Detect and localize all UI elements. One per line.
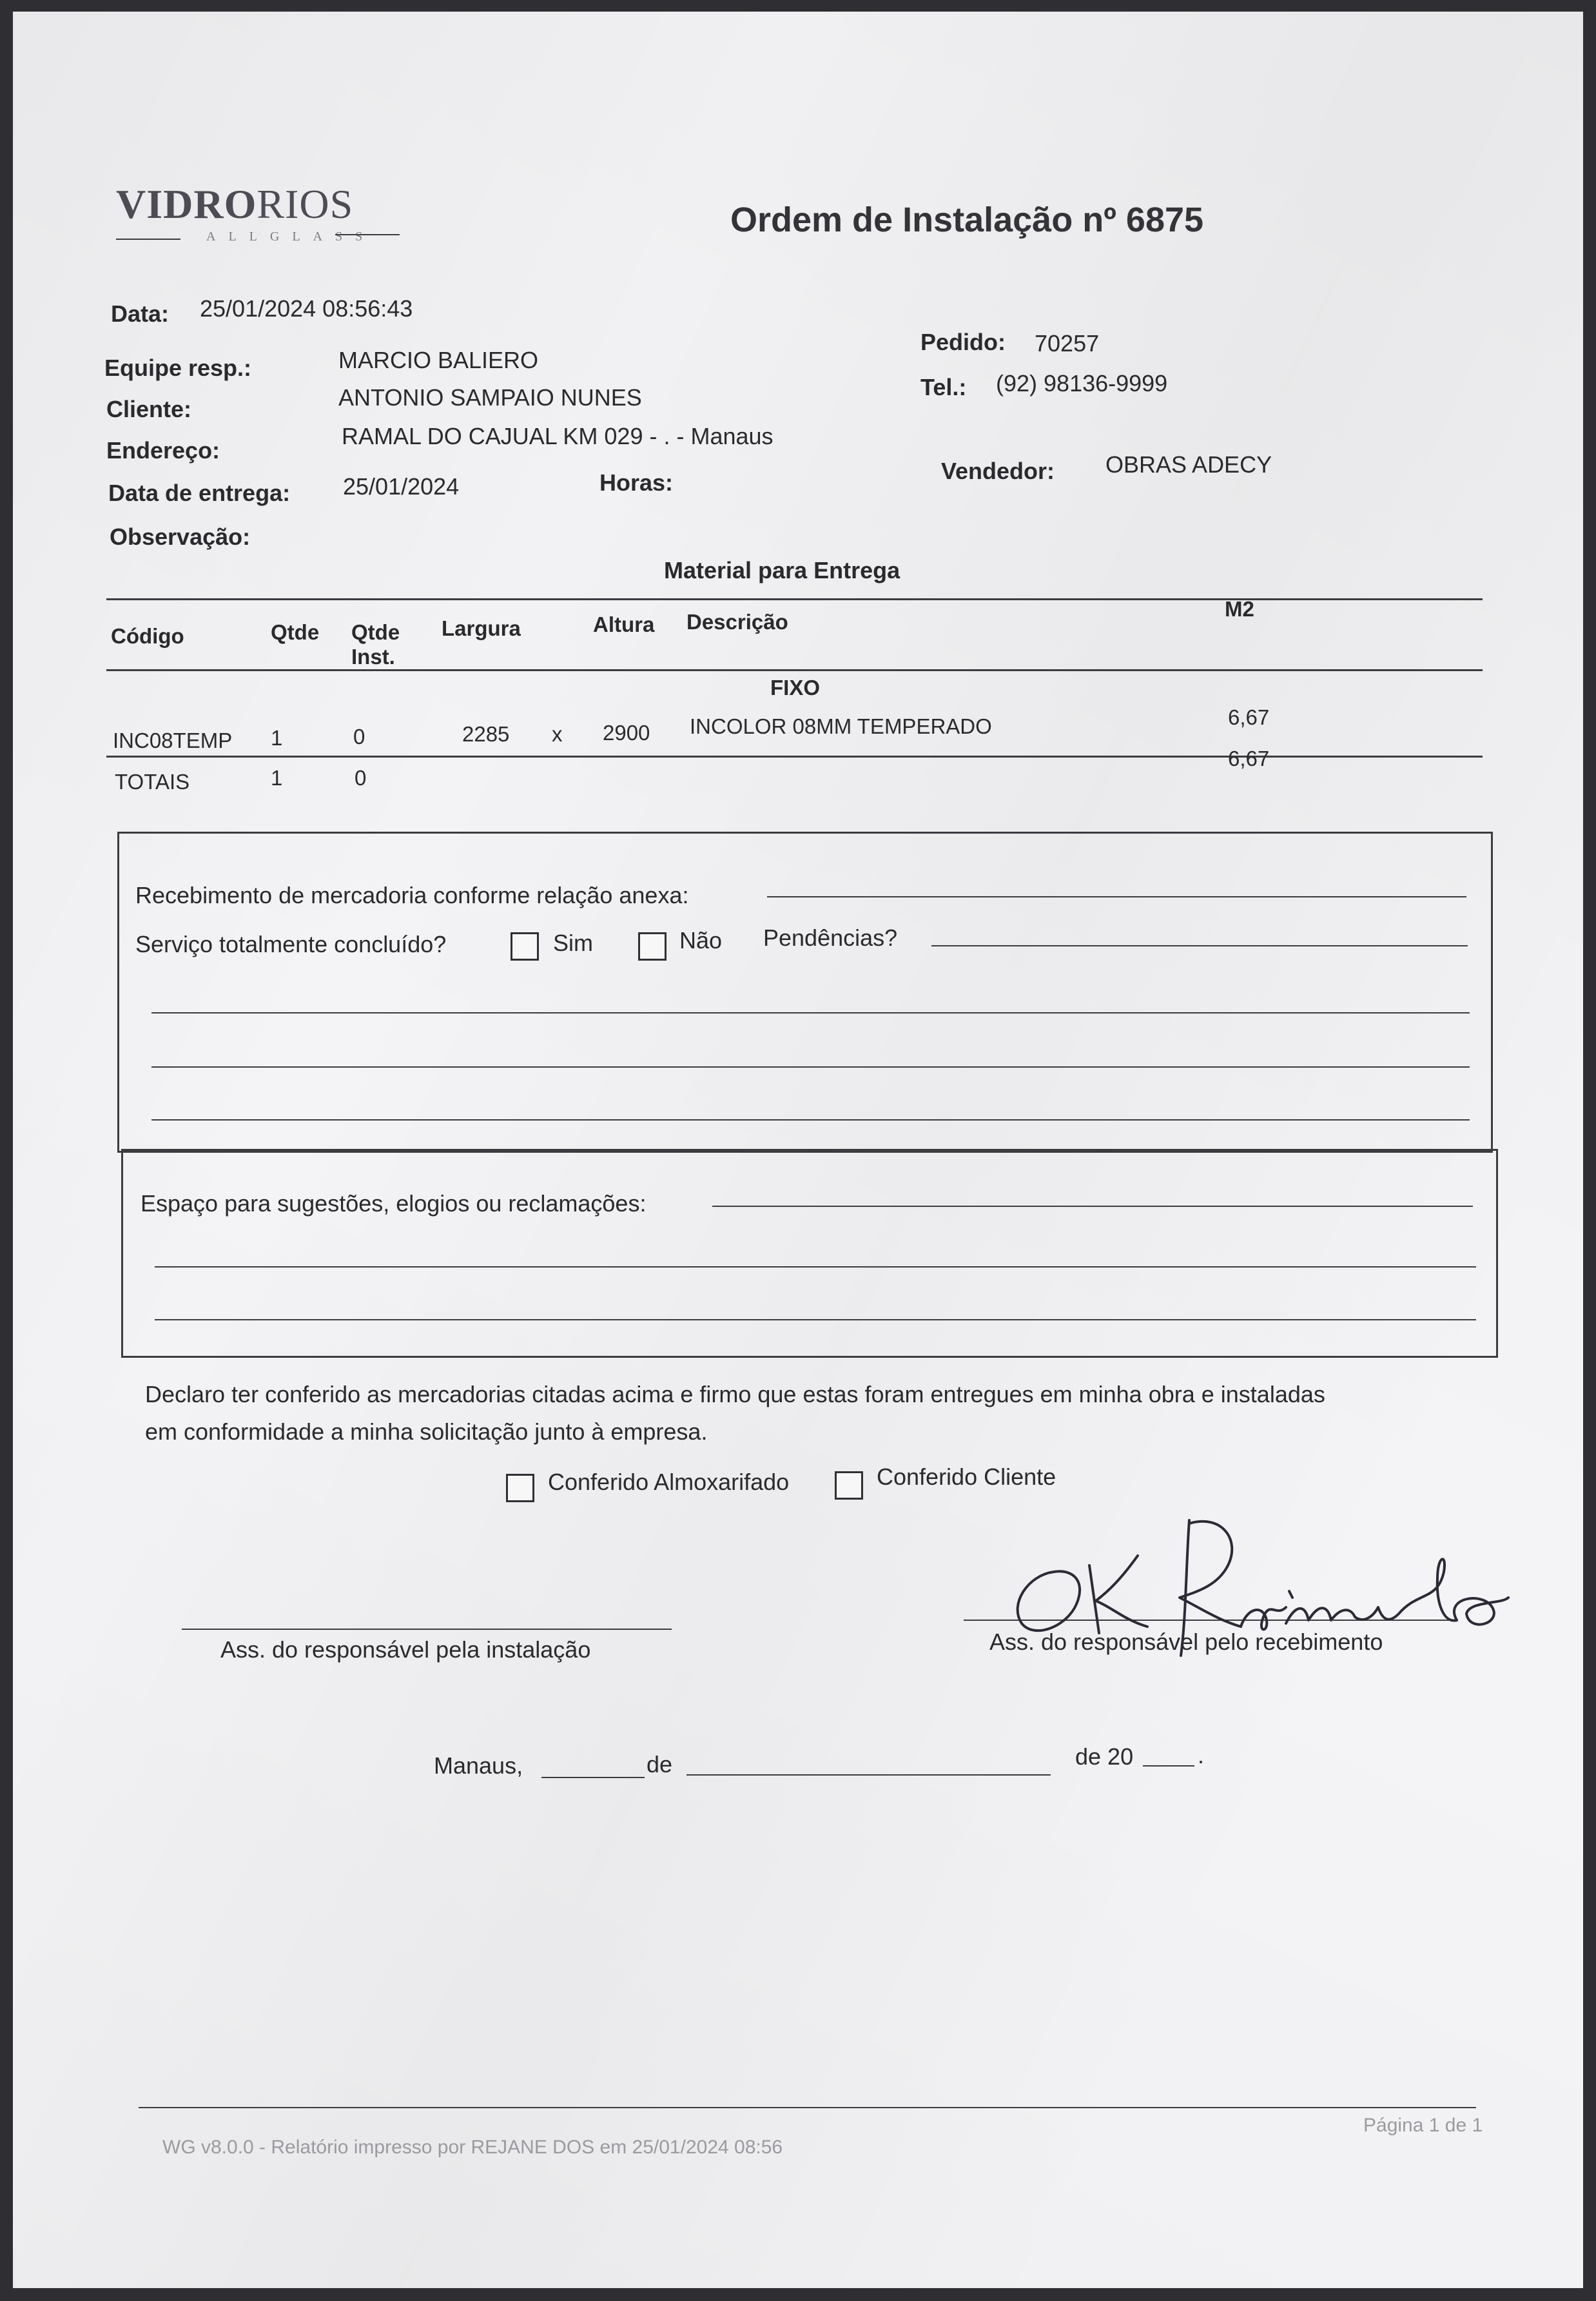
document-title: Ordem de Instalação nº 6875 [730,201,1204,239]
sim-checkbox[interactable] [511,932,539,961]
row-qtde-inst: 0 [353,725,365,749]
conferido-almoxarifado-checkbox[interactable] [506,1474,534,1502]
logo-light-text: RIOS [257,181,354,227]
endereco-value: RAMAL DO CAJUAL KM 029 - . - Manaus [342,423,774,449]
equipe-value: MARCIO BALIERO [338,347,539,373]
row-largura: 2285 [462,722,510,746]
pedido-value: 70257 [1035,330,1100,357]
installer-signature-line[interactable] [182,1629,672,1630]
logo-rule-left [116,239,180,240]
feedback-line-1[interactable] [712,1206,1473,1207]
declaration-line-2: em conformidade a minha solicitação junto à empresa. [145,1418,708,1445]
nao-label: Não [679,927,723,954]
logo-subtitle: ALLGLASS [206,230,376,244]
city-text: Manaus, [434,1752,523,1779]
feedback-line-2[interactable] [155,1266,1476,1268]
observacao-label: Observação: [110,524,251,550]
data-entrega-value: 25/01/2024 [343,473,460,500]
footer-rule [139,2107,1476,2108]
footer-page-number: Página 1 de 1 [1363,2115,1483,2136]
year-blank[interactable] [1143,1765,1194,1767]
footer-print-info: WG v8.0.0 - Relatório impresso por REJANE DOS em 25/01/2024 08:56 [162,2137,783,2158]
handwritten-signature [993,1494,1521,1662]
table-body-rule [106,756,1483,758]
pendencias-label: Pendências? [763,925,898,951]
row-x: x [552,722,563,746]
feedback-label: Espaço para sugestões, elogios ou reclamações: [141,1190,647,1217]
installer-signature-label: Ass. do responsável pela instalação [220,1636,591,1663]
cliente-value: ANTONIO SAMPAIO NUNES [338,384,642,411]
receipt-box [117,832,1493,1153]
col-header-qtde-inst: Qtde Inst. [351,620,400,669]
day-blank[interactable] [541,1777,645,1778]
equipe-label: Equipe resp.: [104,355,252,381]
logo-bold-text: VIDRO [116,181,257,227]
receiver-signature-label: Ass. do responsável pelo recebimento [989,1629,1383,1655]
col-header-largura: Largura [442,616,521,640]
pedido-label: Pedido: [920,329,1006,355]
endereco-label: Endereço: [106,437,220,464]
totals-qtde: 1 [271,766,283,790]
sim-label: Sim [553,930,593,956]
row-altura: 2900 [603,721,650,745]
conferido-cliente-label: Conferido Cliente [877,1464,1056,1490]
month-blank[interactable] [686,1774,1051,1776]
vendedor-value: OBRAS ADECY [1105,451,1272,478]
table-caption: Material para Entrega [664,557,900,583]
row-qtde: 1 [271,726,283,750]
row-m2: 6,67 [1228,705,1270,729]
totals-qtde-inst: 0 [355,766,367,790]
recebimento-line[interactable] [767,896,1466,897]
data-entrega-label: Data de entrega: [108,480,291,506]
feedback-line-3[interactable] [155,1319,1476,1320]
receipt-blank-line-3[interactable] [151,1119,1470,1121]
tel-value: (92) 98136-9999 [996,370,1168,397]
servico-text: Serviço totalmente concluído? [135,931,447,957]
logo-rule-right [335,234,400,235]
date-end: . [1198,1742,1205,1768]
vendedor-label: Vendedor: [941,458,1055,484]
receipt-blank-line-2[interactable] [151,1066,1470,1068]
conferido-almoxarifado-label: Conferido Almoxarifado [548,1469,790,1495]
col-header-codigo: Código [111,624,184,648]
date-de-2: de 20 [1075,1743,1134,1770]
row-codigo: INC08TEMP [113,729,233,752]
cliente-label: Cliente: [106,396,192,422]
declaration-line-1: Declaro ter conferido as mercadorias citadas acima e firmo que estas foram entregues em minha obra e instaladas [145,1381,1325,1407]
col-header-descricao: Descrição [686,610,788,634]
col-header-altura: Altura [593,612,655,636]
data-label: Data: [111,300,170,327]
recebimento-text: Recebimento de mercadoria conforme relação anexa: [135,882,689,908]
company-logo [116,181,353,228]
col-header-m2: M2 [1225,597,1254,621]
totals-label: TOTAIS [115,770,190,794]
nao-checkbox[interactable] [638,932,667,961]
receipt-blank-line-1[interactable] [151,1012,1470,1013]
date-de-1: de [647,1751,673,1777]
document-page [13,12,1583,2288]
pendencias-line[interactable] [931,945,1468,946]
horas-label: Horas: [599,469,674,496]
tel-label: Tel.: [920,374,967,400]
totals-m2: 6,67 [1228,747,1270,770]
feedback-box [121,1149,1498,1358]
table-header-rule [106,669,1483,671]
row-descricao: INCOLOR 08MM TEMPERADO [690,714,992,738]
data-value: 25/01/2024 08:56:43 [200,295,413,322]
conferido-cliente-checkbox[interactable] [835,1471,863,1500]
group-label: FIXO [770,676,821,700]
col-header-qtde: Qtde [271,620,320,644]
table-top-rule [106,598,1483,600]
